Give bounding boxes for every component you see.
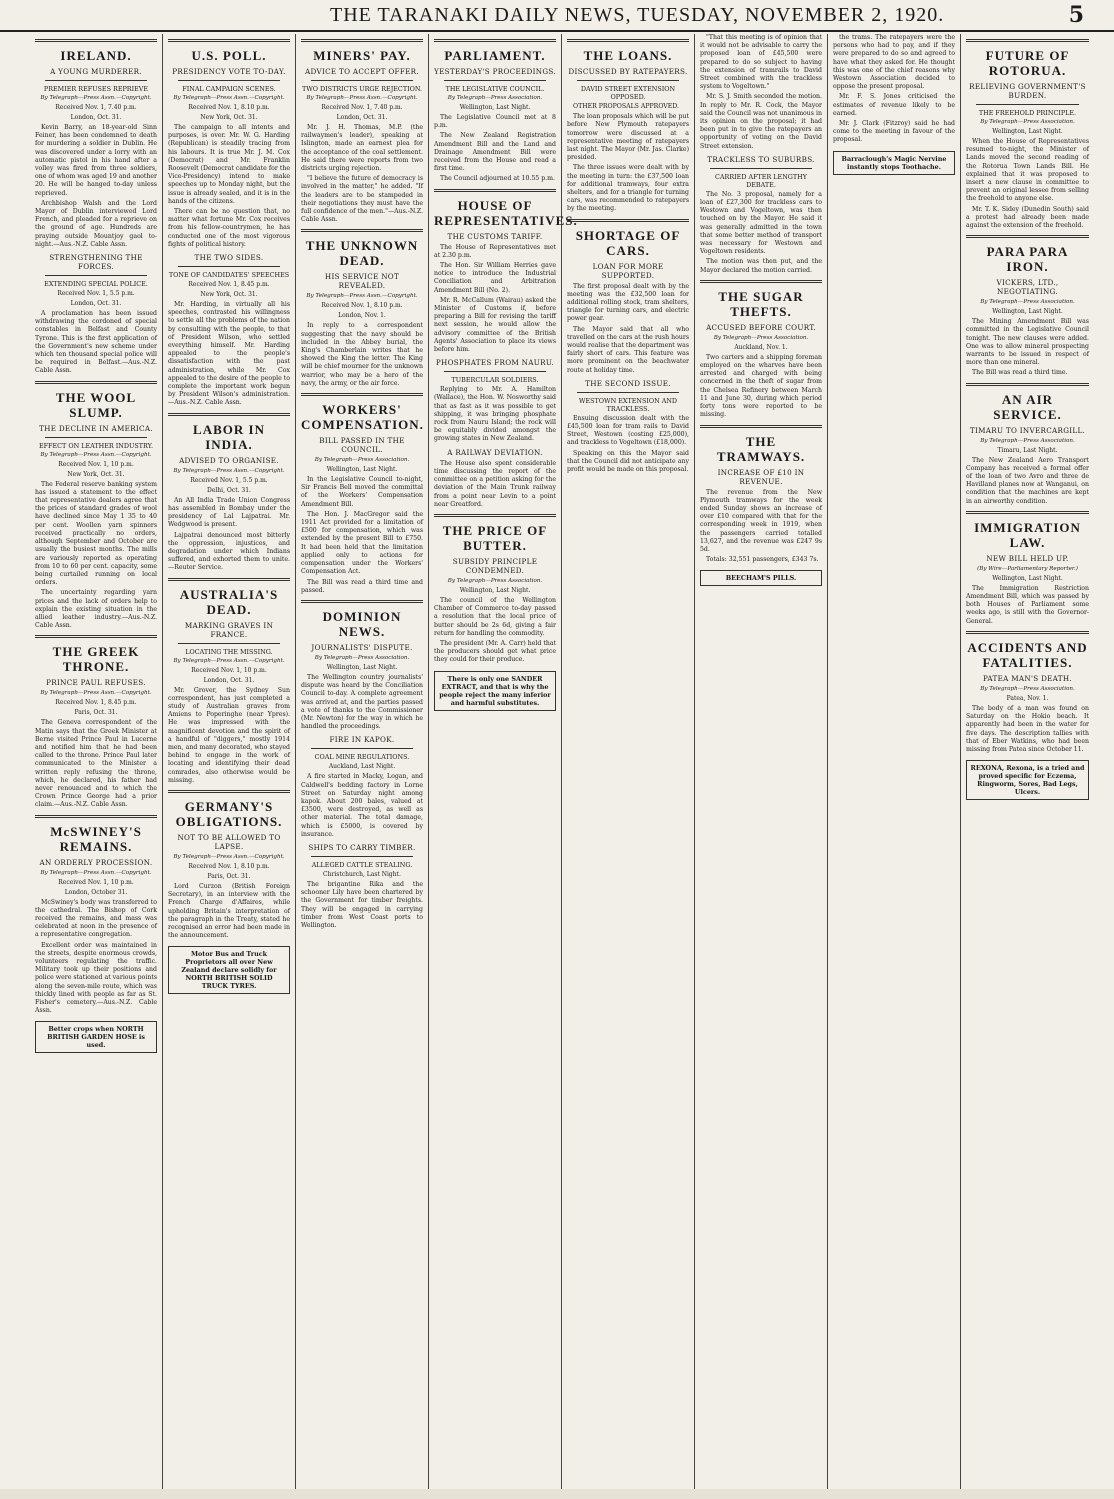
divider	[567, 39, 689, 42]
article-subheadline: VICKERS, LTD., NEGOTIATING.	[996, 278, 1059, 297]
divider	[700, 425, 822, 428]
article-place: London, Oct. 31.	[70, 300, 122, 308]
divider	[301, 393, 423, 396]
article-subheadline: SUBSIDY PRINCIPLE CONDEMNED.	[452, 556, 538, 575]
divider	[35, 39, 157, 42]
article-place: London, Oct. 31.	[336, 114, 388, 121]
article-subheadline: ADVISED TO ORGANISE.	[179, 455, 279, 465]
divider	[966, 631, 1089, 634]
article	[700, 425, 822, 565]
article-subheadline-2: EFFECT ON LEATHER INDUSTRY.	[38, 441, 154, 450]
article-dateline: Received Nov. 1, 8.10 p.m.	[188, 104, 270, 111]
divider	[434, 39, 556, 42]
divider	[168, 578, 290, 581]
article-paragraph: When the House of Representatives resumed to-night, the Minister of Lands moved the second reading of the Rotorua Town Lands Bill. He explained that it was proposed to insert a new clause in committee to prevent an original lessee from selling the freehold to anyone else.	[966, 138, 1089, 203]
article-subheadline: THE CUSTOMS TARIFF.	[447, 231, 543, 241]
article-paragraph: The House also spent considerable time discussing the report of the committee on a petition asking for the deviation of the Main Trunk railway from a point near Levin to a point near Greatford.	[434, 459, 556, 508]
article-subheadline: JOURNALISTS' DISPUTE.	[311, 642, 413, 652]
divider	[311, 80, 413, 81]
article-place: London, Oct. 31.	[203, 676, 255, 684]
article-paragraph: The New Zealand Aero Transport Company has received a formal offer of the loan of two Avro and three de Havilland planes now at Wanganui, on condition that the machines are kept in an airworthy condition.	[966, 456, 1089, 505]
article	[966, 383, 1089, 506]
article-credit: By Telegraph—Press Association.	[447, 577, 543, 584]
divider	[301, 600, 423, 603]
article-subheadline-2: WESTOWN EXTENSION AND TRACKLESS.	[578, 396, 678, 413]
article-headline: U.S. POLL.	[191, 48, 267, 63]
article	[301, 393, 423, 595]
divider	[168, 413, 290, 416]
article-paragraph: Totals: 32,551 passengers, £343 7s.	[706, 556, 819, 564]
article-headline: WORKERS' COMPENSATION.	[301, 402, 424, 433]
article-headline: GERMANY'S OBLIGATIONS.	[175, 798, 283, 829]
article-dateline: Received Nov. 1, 5.5 p.m.	[190, 476, 268, 484]
article-credit: By Telegraph—Press Association.	[980, 299, 1075, 306]
article-paragraph: Replying to Mr. A. Hamilton (Wallace), the Hon. W. Nosworthy said that as fast as it was possible to get shipping, it was bringing phosphate rock from Nauru Island; the rock will be equitably divided amongst the growing states in New Zealand.	[434, 386, 556, 443]
article-paragraph: The Federal reserve banking system has issued a statement to the effect that representative dealers agree that the prices of standard grades of wool have declined since May 1 35 to 40 per cent. Woollen yarn spinners received practically no orders, although September and October are usually the busiest months. The mills are variously reported as operating from 10 to 60 per cent. capacity, some being curtailed running on local orders.	[35, 480, 157, 587]
article-subheadline: HIS SERVICE NOT REVEALED.	[324, 272, 400, 291]
article-dateline: Received Nov. 1, 7.40 p.m.	[55, 104, 137, 111]
article-dateline: Received Nov. 1, 7.40 p.m.	[321, 104, 403, 111]
article-paragraph: The Bill was read a third time and passed.	[301, 578, 423, 594]
article-place: Wellington, Last Night.	[992, 574, 1063, 582]
divider	[35, 381, 157, 384]
article-paragraph: The campaign to all intents and purposes, is over. Mr. W. G. Harding (Republican) is steadily tracing from his labours. It is true Mr. J. M. Cox (Democrat) and Mr. Franklin Roosevelt (Democrat candidate for the Vice-Presidency) intend to make speeches up to Monday night, but the issue is already sealed, and it is in the hands of the citizens.	[168, 124, 290, 205]
article	[35, 39, 157, 249]
article	[434, 514, 556, 665]
divider	[35, 815, 157, 818]
column-8	[961, 34, 1094, 1489]
article-credit: By Telegraph—Press Assn.—Copyright.	[40, 451, 152, 458]
article-paragraph: Mr. T. K. Sidey (Dunedin South) said a protest had already been made against the extension of the freehold.	[966, 205, 1089, 230]
article-headline: HOUSE OF REPRESENTATIVES.	[434, 197, 578, 228]
article-subheadline: MARKING GRAVES IN FRANCE.	[184, 620, 274, 639]
article-dateline: Received Nov. 1, 5.5 p.m.	[57, 290, 135, 298]
divider	[444, 80, 546, 81]
article-paragraph: The president (Mr. A. Carr) held that the producers should get what price they could for their produce.	[434, 639, 556, 664]
article-place: Wellington, Last Night.	[992, 128, 1063, 135]
article-place: Paris, Oct. 31.	[74, 709, 118, 717]
article	[434, 39, 556, 184]
divider	[567, 219, 689, 222]
article	[168, 413, 290, 573]
article-subheadline: THE DECLINE IN AMERICA.	[39, 423, 153, 433]
divider	[301, 39, 423, 42]
article-credit: By Telegraph—Press Assn.—Copyright.	[40, 95, 152, 101]
article-headline: MINERS' PAY.	[313, 48, 411, 63]
column-3	[296, 34, 429, 1489]
article-headline: IRELAND.	[60, 48, 132, 63]
article-paragraph: The revenue from the New Plymouth tramways for the week ended Sunday shows an increase of over £10 compared with that for the corresponding week in 1919, when the passengers carried totalled 13,627, and the revenue was £247 9s 5d.	[700, 488, 822, 553]
article-headline: THE SUGAR THEFTS.	[718, 288, 804, 319]
article-subheadline: LOAN FOR MORE SUPPORTED.	[592, 261, 664, 280]
article-place: London, October 31.	[64, 888, 128, 896]
column-1	[30, 34, 163, 1489]
masthead	[0, 0, 1114, 32]
article-headline: THE GREEK THRONE.	[52, 644, 140, 675]
article-paragraph: Mr. J. H. Thomas, M.P. (the railwaymen's leader), speaking at Islington, made an earnest plea for the acceptance of the coal settlement. He said there were reports from two districts urging rejection.	[301, 124, 423, 173]
article-place: Timaru, Last Night.	[997, 446, 1058, 454]
article-place: London, Oct. 31.	[70, 114, 122, 121]
article-place: Auckland, Nov. 1.	[734, 343, 788, 351]
article-subheadline: STRENGTHENING THE FORCES.	[49, 253, 143, 272]
article-paragraph: The House of Representatives met at 2.30 p.m.	[434, 243, 556, 259]
divider	[45, 80, 147, 81]
article-credit: By Telegraph—Press Assn.—Copyright.	[173, 95, 285, 101]
article-credit: By Telegraph—Press Association.	[980, 119, 1075, 125]
divider	[700, 280, 822, 283]
article-subheadline-2: THE LEGISLATIVE COUNCIL.	[445, 85, 545, 93]
article	[168, 790, 290, 940]
divider	[301, 229, 423, 232]
article-subheadline: ACCUSED BEFORE COURT.	[706, 322, 816, 332]
article-place: New York, Oct. 31.	[200, 291, 258, 299]
article-credit: By Telegraph—Press Association.	[314, 654, 410, 661]
article	[700, 34, 822, 151]
article	[35, 815, 157, 1016]
article-subheadline-2: EXTENDING SPECIAL POLICE.	[44, 280, 148, 289]
divider	[577, 392, 679, 393]
article-place: Wellington, Last Night.	[459, 586, 531, 594]
article-paragraph: Lord Curzon (British Foreign Secretary), in an interview with the French Charge d'Affaires, while upholding Britain's interpretation of the paragraph in the Treaty, stated he recognised an error had been made in the announcement.	[168, 882, 290, 940]
article-headline: PARA PARA IRON.	[986, 244, 1069, 275]
article-headline: McSWINEY'S REMAINS.	[50, 823, 142, 854]
article	[434, 358, 556, 443]
divider	[168, 790, 290, 793]
article-credit: By Telegraph—Press Association.	[980, 437, 1075, 444]
article-paragraph: OTHER PROPOSALS APPROVED.	[573, 103, 679, 110]
article-paragraph: McSwiney's body was transferred to the cathedral. The Bishop of Cork received the remains, and mass was celebrated at noon in the presence of a representative congregation.	[35, 898, 157, 939]
article-place: New York, Oct. 31.	[67, 470, 125, 478]
divider	[966, 511, 1089, 514]
article-subheadline: BILL PASSED IN THE COUNCIL.	[319, 436, 405, 455]
article-paragraph: The Hon. Sir William Herries gave notice to introduce the Industrial Conciliation and Arbitration Amendment Bill (No. 2).	[434, 262, 556, 294]
article-headline: PARLIAMENT.	[444, 48, 546, 63]
article-paragraph: Mr. R. McCallum (Wairau) asked the Minister of Customs if, before preparing a Bill for revising the tariff next session, he would allow the advisory committee of the British Agents' Association to place its views before him.	[434, 296, 556, 354]
advertisement: Better crops when NORTH BRITISH GARDEN HOSE is used.	[35, 1021, 157, 1053]
divider	[45, 437, 147, 438]
article-subheadline: DISCUSSED BY RATEPAYERS.	[568, 67, 688, 76]
article-paragraph: There can be no question that, no matter what fortune Mr. Cox receives from his fellow-countrymen, he has conducted one of the most vigorous fights of political history.	[168, 208, 290, 248]
article-paragraph: A proclamation has been issued withdrawing the cordoned of special constables in Belfast and County Tyrone. This is the first application of the Government's new scheme under which ten thousand special police will be required in Belfast.—Aus.-N.Z. Cable Assn.	[35, 310, 157, 375]
article-subheadline: RELIEVING GOVERNMENT'S BURDEN.	[969, 82, 1086, 100]
article-credit: By Telegraph—Press Association.	[447, 95, 543, 101]
article-headline: THE PRICE OF BUTTER.	[442, 522, 548, 553]
article-dateline: Received Nov. 1, 10 p.m.	[58, 878, 134, 886]
article	[966, 235, 1089, 377]
article-headline: THE UNKNOWN DEAD.	[305, 238, 419, 269]
article	[567, 379, 689, 474]
divider	[710, 168, 812, 169]
article-credit: By Telegraph—Press Assn.—Copyright.	[40, 690, 152, 697]
article-subheadline: INCREASE OF £10 IN REVENUE.	[717, 467, 805, 486]
article-paragraph: The first proposal dealt with by the meeting was the £32,500 loan for additional rolling stock, tram shelters, triangle for turning cars, and electric power gear.	[567, 282, 689, 323]
article-subheadline: THE SECOND ISSUE.	[585, 378, 671, 388]
article-credit: By Telegraph—Press Assn.—Copyright.	[173, 467, 285, 474]
article-paragraph: The body of a man was found on Saturday on the Hokio beach. It apparently had been in the water for five days. The description tallies with that of Eber Watkins, who had been missing from Patea since October 11.	[966, 704, 1089, 753]
article-credit: By Telegraph—Press Assn.—Copyright.	[40, 869, 152, 876]
article-place: Wellington, Last Night.	[459, 104, 531, 111]
page-bottom-strip	[0, 1489, 1114, 1499]
article-headline: AUSTRALIA'S DEAD.	[179, 586, 279, 617]
article-paragraph: Mr. S. J. Smith seconded the motion. In reply to Mr. R. Cock, the Mayor said the Council was not unanimous in its opinion on the proposal; it had been put in to give the ratepayers an opportunity of voting on the David Street extension.	[700, 93, 822, 150]
article-place: Patea, Nov. 1.	[1006, 694, 1049, 702]
advertisement: Barraclough's Magic Nervine instantly stops Toothache.	[833, 151, 955, 175]
article-dateline: Received Nov. 1, 8.45 p.m.	[55, 699, 137, 707]
article	[434, 189, 578, 355]
article-credit: By Telegraph—Press Assn.—Copyright.	[306, 293, 418, 300]
article-subheadline-2: PREMIER REFUSES REPRIEVE	[43, 85, 149, 93]
article-subheadline: A RAILWAY DEVIATION.	[447, 447, 543, 457]
article-subheadline: PRINCE PAUL REFUSES.	[46, 678, 146, 688]
article-credit: (By Wire—Parliamentary Reporter.)	[977, 565, 1078, 572]
article-subheadline: PRESIDENCY VOTE TO-DAY.	[172, 67, 286, 76]
article-subheadline: PHOSPHATES FROM NAURU.	[435, 358, 555, 368]
article-paragraph: The loan proposals which will be put before New Plymouth ratepayers tomorrow were discussed at a representative meeting of ratepayers last night. The Mayor (Mr. Jas. Clarke) presided.	[567, 113, 689, 162]
article-headline: LABOR IN INDIA.	[193, 421, 265, 452]
article-subheadline: NEW BILL HELD UP.	[986, 553, 1069, 563]
article-paragraph: A fire started in Macky, Logan, and Caldwell's bedding factory in Lorne Street on Saturday night among kapok. About 200 bales, valued at £3500, were destroyed, as well as other material. The total damage, which is £5000, is covered by insurance.	[301, 773, 423, 838]
article-subheadline-2: DAVID STREET EXTENSION OPPOSED.	[580, 85, 676, 101]
article	[168, 39, 290, 249]
article-paragraph: The council of the Wellington Chamber of Commerce to-day passed a resolution that the local price of butter should be 2s 6d, giving a fair return for handling the commodity.	[434, 596, 556, 637]
article-paragraph: Archbishop Walsh and the Lord Mayor of Dublin interviewed Lord French, and pleaded for a reprieve on the ground of age. Hundreds are praying outside Mountjoy gaol to-night.—Aus.-N.Z. Cable Assn.	[35, 199, 157, 248]
article-paragraph: The three issues were dealt with by the meeting in turn: the £37,500 loan for additional tramways, four extra shelters, and for a triangle for turning cars, was recommended to ratepayers by the meeting.	[567, 164, 689, 213]
article-credit: By Telegraph—Press Association.	[980, 685, 1075, 692]
article-paragraph: The brigantine Rika and the schooner Lily have been chartered by the Government for timber freights. They will be engaged in carrying timber from West Coast ports to Wellington.	[301, 880, 423, 929]
article	[966, 631, 1089, 754]
article-paragraph: Lajpatrai denounced most bitterly the oppression, injustices, and degradation under which Indians suffered, and exhorted them to unite.—Reuter Service.	[168, 531, 290, 572]
article-subheadline-2: LOCATING THE MISSING.	[185, 647, 273, 656]
column-7	[828, 34, 961, 1489]
newspaper-title: THE TARANAKI DAILY NEWS, TUESDAY, NOVEMBER 2, 1920.	[330, 4, 945, 26]
article-subheadline-2: FINAL CAMPAIGN SCENES.	[182, 85, 276, 93]
article	[168, 253, 290, 408]
article-paragraph: "That this meeting is of opinion that it would not be advisable to carry the proposed loan of £45,500 were prepared to do so subject to having the extension of tramrails to David Street combined with the trackless system to Vogeltown."	[700, 34, 822, 91]
article-dateline: Received Nov. 1, 8.10 p.m.	[188, 862, 270, 870]
article	[434, 448, 556, 509]
divider	[966, 39, 1089, 42]
article	[35, 635, 157, 809]
page-number: 5	[1068, 2, 1084, 28]
article-subheadline: TRACKLESS TO SUBURBS.	[707, 154, 815, 164]
divider	[35, 635, 157, 638]
article-headline: THE LOANS.	[583, 48, 673, 63]
column-4	[429, 34, 578, 1489]
divider	[178, 643, 280, 644]
article-place: New York, Oct. 31.	[200, 114, 258, 121]
article-paragraph: The Mayor said that all who travelled on the cars at the rush hours would realise that the department was fairly short of cars. This feature was more prominent on the beachwater route at holiday time.	[567, 325, 689, 374]
article-dateline: Received Nov. 1, 8.45 p.m.	[188, 281, 270, 289]
article-subheadline: SHIPS TO CARRY TIMBER.	[308, 842, 416, 852]
article-paragraph: Excellent order was maintained in the streets, despite enormous crowds, volunteers regulating the traffic. Military took up their positions and police were stationed at various points along the seven-mile route, which was thickly lined with people as far as St. Fisher's cemetery.—Aus.-N.Z. Cable Assn.	[35, 941, 157, 1015]
article	[35, 381, 157, 631]
article-place: Wellington, Last Night.	[326, 466, 398, 474]
article-headline: THE TRAMWAYS.	[716, 433, 806, 464]
article-place: London, Nov. 1.	[338, 312, 386, 320]
article	[301, 229, 423, 388]
article-subheadline-2: THE FREEHOLD PRINCIPLE.	[978, 109, 1077, 117]
article-paragraph: the trams. The ratepayers were the persons who had to pay, and if they were prepared to do so and agreed to have what they asked for. He thought this was one of the chief reasons why Westown Association decided to oppose the present proposal.	[833, 34, 955, 91]
divider	[976, 104, 1079, 105]
article-subheadline: FIRE IN KAPOK.	[329, 735, 395, 745]
article-subheadline: THE TWO SIDES.	[194, 253, 264, 263]
divider	[434, 189, 556, 192]
article-subheadline: A YOUNG MURDERER.	[50, 67, 142, 76]
article-subheadline-2: ALLEGED CATTLE STEALING.	[311, 860, 413, 869]
article	[301, 39, 423, 224]
article	[700, 280, 822, 420]
article-headline: IMMIGRATION LAW.	[974, 519, 1081, 550]
article-subheadline: PATEA MAN'S DEATH.	[982, 673, 1073, 683]
article-paragraph: "I believe the future of democracy is involved in the matter," he added. "If the leaders are to be stampeded in their negotiations they must have the full confidence of the men."—Aus.-N.Z. Cable Assn.	[301, 175, 423, 224]
column-5	[562, 34, 695, 1489]
article	[700, 155, 822, 275]
article-paragraph: The Mining Amendment Bill was committed in the Legislative Council tonight. The new clauses were added. One was to allow mineral prospecting warrants to be issued in respect of more than one mineral.	[966, 318, 1089, 367]
article-subheadline-2: TONE OF CANDIDATES' SPEECHES	[168, 271, 290, 280]
article-headline: ACCIDENTS AND FATALITIES.	[967, 639, 1088, 670]
divider	[311, 856, 413, 857]
article-place: Christchurch, Last Night.	[323, 870, 401, 878]
article-paragraph: Two carters and a shipping foreman employed on the wharves have been arrested and charged with being concerned in the theft of sugar from the Chelsea Refinery between March 11 and June 30, during which period forty tons were reported to be missing.	[700, 353, 822, 419]
article	[301, 735, 423, 839]
article-credit: By Telegraph—Press Association.	[314, 457, 410, 464]
article-headline: SHORTAGE OF CARS.	[575, 227, 681, 258]
article-paragraph: In the Legislative Council to-night, Sir Francis Bell moved the committal of the Workers' Compensation Amendment Bill.	[301, 476, 423, 508]
article-place: Delhi, Oct. 31.	[207, 486, 251, 494]
advertisement: BEECHAM'S PILLS.	[700, 570, 822, 586]
divider	[168, 39, 290, 42]
article-subheadline: AN ORDERLY PROCESSION.	[39, 857, 153, 867]
article-paragraph: The Bill was read a third time.	[972, 369, 1068, 377]
article-paragraph: The Council adjourned at 10.55 p.m.	[440, 175, 555, 183]
article-subheadline-2: TWO DISTRICTS URGE REJECTION.	[301, 85, 423, 93]
article-paragraph: Mr. Grover, the Sydney Sun correspondent, has just completed a study of Australian graves from Amiens to Poperinghe (near Ypres). He was impressed with the magnificent devotion and the spirit of a handful of "diggers," mostly 1914 men, and many decorated, who stayed behind to engage in the work of locating and identifying their dead comrades, also otherwise would be missing.	[168, 686, 290, 784]
article-place: Auckland, Last Night.	[328, 763, 396, 771]
article-subheadline: YESTERDAY'S PROCEEDINGS.	[434, 67, 556, 76]
divider	[966, 383, 1089, 386]
article-paragraph: The Hon. J. MacGregor said the 1911 Act provided for a limitation of £500 for compensation, which was extended by the present Bill to £750. It had been held that the limitation applied only to actions for compensation under the Workers' Compensation Act.	[301, 510, 423, 576]
article-subheadline-2: COAL MINE REGULATIONS.	[314, 753, 410, 762]
article	[966, 39, 1089, 230]
article	[35, 253, 157, 376]
article-subheadline-2: CARRIED AFTER LENGTHY DEBATE.	[715, 172, 807, 189]
article-credit: By Telegraph—Press Assn.—Copyright.	[306, 95, 418, 101]
divider	[444, 371, 546, 372]
divider	[45, 275, 147, 276]
article-paragraph: In reply to a correspondent suggesting that the navy should be included in the Abbey burial, the King's Chamberlain writes that he showed the King the letter. The King will be chief mourner for the unknown warrior, who may be a hero of the navy, the army, or the air force.	[301, 322, 423, 387]
article-subheadline: ADVICE TO ACCEPT OFFER.	[305, 67, 419, 76]
newspaper-columns	[30, 34, 1100, 1489]
column-6	[695, 34, 828, 1489]
article	[567, 219, 689, 375]
article-paragraph: An All India Trade Union Congress has assembled in Bombay under the presidency of Lal Lajpatrai. Mr. Wedgwood is present.	[168, 496, 290, 529]
article-paragraph: Mr. J. Clark (Fitzroy) said he had come to the meeting in favour of the proposal.	[833, 120, 955, 144]
divider	[178, 80, 280, 81]
divider	[311, 748, 413, 749]
article-paragraph: Mr. Harding, in virtually all his speeches, contrasted his willingness to settle all the problems of the nation by consulting with the people, to that of President Wilson, who settled everything himself. Mr. Harding appealed to the people's dissatisfaction with the past administration, while Mr. Cox appealed to the desire of the people to complete the important work begun by President Wilson's administration.—Aus.-N.Z. Cable Assn.	[168, 301, 290, 407]
column-2	[163, 34, 296, 1489]
article-place: Wellington, Last Night.	[992, 308, 1063, 316]
article-headline: DOMINION NEWS.	[322, 608, 402, 639]
article	[301, 600, 423, 731]
article-dateline: Received Nov. 1, 10 p.m.	[191, 666, 267, 674]
article-paragraph: The No. 3 proposal, namely for a loan of £27,300 for trackless cars to Westown and Vogeltown, was then touched on by the Mayor. He said it was generally admitted in the town that some better method of transport was necessary for Westown and Vogeltown residents.	[700, 190, 822, 256]
article	[966, 511, 1089, 626]
divider	[577, 80, 679, 81]
article-paragraph: The uncertainty regarding yarn prices and the lack of orders help to explain the existing situation in the allied leather industry.—Aus.-N.Z. Cable Assn.	[35, 589, 157, 630]
article-paragraph: Speaking on this the Mayor said that the Council did not anticipate any profit would be made on this proposal.	[567, 449, 689, 474]
article	[301, 843, 423, 930]
article-paragraph: The New Zealand Registration Amendment Bill and the Land and Drainage Amendment Bill were received from the House and read a first time.	[434, 132, 556, 173]
article-paragraph: The Geneva correspondent of the Matin says that the Greek Minister at Berne visited Prince Paul in Lucerne and notified him that he had been called to the throne. Prince Paul later communicated to the Minister a written reply refusing the throne, which, he declared, his father had never renounced and to which the Crown Prince George had a prior claim.—Aus.-N.Z. Cable Assn.	[35, 719, 157, 809]
article-credit: By Telegraph—Press Assn.—Copyright.	[173, 657, 285, 664]
article-place: Wellington, Last Night.	[326, 663, 398, 671]
article-dateline: Received Nov. 1, 10 p.m.	[58, 460, 134, 468]
divider	[966, 235, 1089, 238]
article-subheadline-2: TUBERCULAR SOLDIERS.	[451, 376, 539, 385]
article-subheadline: TIMARU TO INVERCARGILL.	[969, 425, 1086, 435]
article-paragraph: The Legislative Council met at 8 p.m.	[434, 114, 556, 130]
article	[833, 34, 955, 145]
article-subheadline: NOT TO BE ALLOWED TO LAPSE.	[177, 832, 281, 851]
article-credit: By Telegraph—Press Assn.—Copyright.	[173, 853, 285, 860]
divider	[178, 266, 280, 267]
article-headline: THE WOOL SLUMP.	[55, 389, 137, 420]
article-paragraph: Ensuing discussion dealt with the £45,500 loan for tram rails to David Street, Westown (costing £25,000), and trackless to Vogeltown (£18,000).	[567, 414, 689, 447]
article-credit: By Telegraph—Press Association.	[713, 334, 809, 341]
article-paragraph: Mr. F. S. Jones criticised the estimates of revenue likely to be earned.	[833, 93, 955, 117]
advertisement: Motor Bus and Truck Proprietors all over New Zealand declare solidly for NORTH BRITISH SOLID TRUCK TYRES.	[168, 946, 290, 994]
article-place: Paris, Oct. 31.	[207, 872, 251, 880]
article-paragraph: Kevin Barry, an 18-year-old Sinn Feiner, has been condemned to death for murdering a soldier in Dublin. He was discovered under a lorry with an automatic pistol in his hand after a volley was fired from three soldiers, one of whom was aged 19 and another 20. He will be hanged to-day unless reprieved.	[35, 124, 157, 197]
article-headline: AN AIR SERVICE.	[993, 391, 1062, 422]
article	[168, 578, 290, 785]
article-paragraph: The motion was then put, and the Mayor declared the motion carried.	[700, 258, 822, 274]
article-paragraph: The Wellington country journalists' dispute was heard by the Conciliation Council to-day. A complete agreement was arrived at, and the parties passed a vote of thanks to the Commissioner (Mr. Newton) for the way in which he handled the proceedings.	[301, 673, 423, 731]
divider	[434, 514, 556, 517]
advertisement: REXONA, Rexona, is a tried and proved specific for Eczema, Ringworm, Sores, Bad Legs, Ulcers.	[966, 760, 1089, 800]
article	[567, 39, 689, 214]
article-dateline: Received Nov. 1, 8.10 p.m.	[321, 302, 403, 310]
article-headline: FUTURE OF ROTORUA.	[985, 48, 1070, 78]
advertisement: There is only one SANDER EXTRACT, and that is why the people reject the many inferior and harmful substitutes.	[434, 671, 556, 711]
article-paragraph: The Immigration Restriction Amendment Bill, which was passed by both Houses of Parliament some weeks ago, is still with the Governor-General.	[966, 584, 1089, 625]
